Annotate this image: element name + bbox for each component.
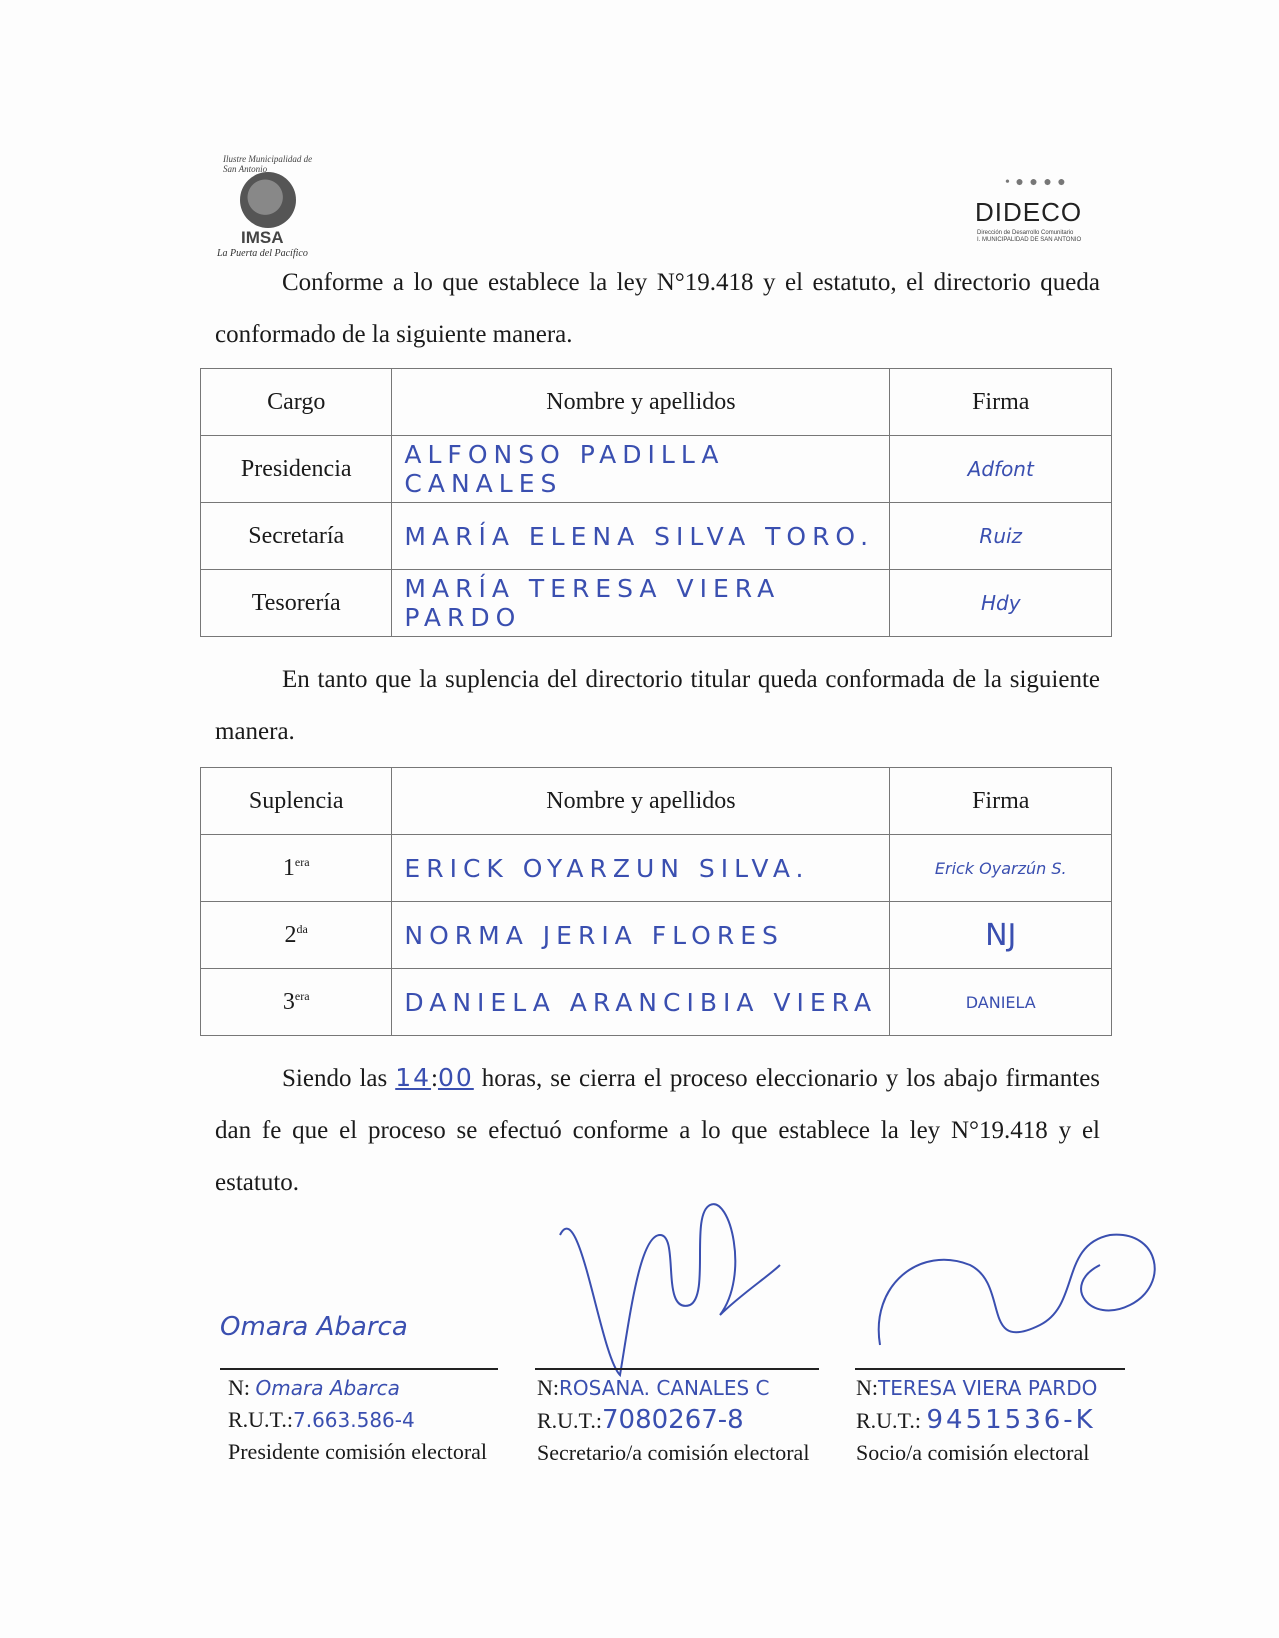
header-nombre: Nombre y apellidos xyxy=(392,369,890,436)
firma-cell: Ruiz xyxy=(890,503,1112,570)
signatory-presidente-details xyxy=(228,1372,487,1468)
dideco-name: DIDECO xyxy=(975,197,1083,227)
firma-cell: DANIELA xyxy=(890,969,1112,1036)
signature-socio-flourish xyxy=(860,1225,1180,1385)
imsa-logo xyxy=(215,150,325,260)
table-row xyxy=(201,570,1112,637)
closing-minutes: 00 xyxy=(437,1063,474,1092)
table-row xyxy=(201,436,1112,503)
suplencia-paragraph: En tanto que la suplencia del directorio titular queda conformada de la siguiente manera. xyxy=(215,666,1100,745)
name-label: N: xyxy=(537,1375,559,1400)
signatory-socio-details xyxy=(856,1372,1097,1469)
rut-value: 7080267-8 xyxy=(601,1405,744,1435)
firma-cell: Hdy xyxy=(890,570,1112,637)
dideco-subtitle-line1: Dirección de Desarrollo Comunitario xyxy=(977,230,1074,236)
role-label: Presidente comisión electoral xyxy=(228,1439,488,1464)
name-value: ROSANA. CANALES C xyxy=(559,1376,770,1400)
suplencia-number-cell xyxy=(201,902,392,969)
suplencia-table xyxy=(200,767,1112,1036)
header-firma: Firma xyxy=(890,369,1112,436)
nombre-cell: NORMA JERIA FLORES xyxy=(392,902,890,969)
suplencia-number: 2 xyxy=(284,921,297,948)
signatory-secretario-details xyxy=(537,1372,809,1469)
rut-label: R.U.T.: xyxy=(537,1408,602,1433)
signatory-presidente xyxy=(220,1310,408,1344)
directorio-table xyxy=(200,368,1112,637)
rut-label: R.U.T.: xyxy=(856,1408,921,1433)
intro-paragraph: Conforme a lo que establece la ley N°19.418 y el estatuto, el directorio queda conformado de la siguiente manera. xyxy=(215,269,1100,348)
imsa-tagline: La Puerta del Pacífico xyxy=(217,248,308,259)
header-cargo: Cargo xyxy=(201,369,392,436)
firma-cell: Adfont xyxy=(890,436,1112,503)
rut-value: 7.663.586-4 xyxy=(292,1408,415,1432)
rut-line xyxy=(856,1404,1097,1437)
table-row xyxy=(201,503,1112,570)
rut-label: R.U.T.: xyxy=(228,1407,293,1432)
name-line xyxy=(228,1372,487,1404)
name-value: TERESA VIERA PARDO xyxy=(878,1376,1098,1400)
cargo-cell: Presidencia xyxy=(201,436,392,503)
suplencia-number: 3 xyxy=(282,988,295,1015)
suplencia-number-cell xyxy=(201,969,392,1036)
table-header-row xyxy=(201,369,1112,436)
suplencia-ordinal: era xyxy=(294,854,310,869)
rut-line xyxy=(228,1404,487,1436)
dideco-subtitle xyxy=(977,230,1081,244)
signature-secretario-flourish xyxy=(540,1175,790,1405)
imsa-name: IMSA xyxy=(241,228,284,247)
signatory-secretario xyxy=(535,1310,591,1344)
imsa-emblem-icon xyxy=(240,172,296,228)
table-row xyxy=(201,902,1112,969)
closing-before: Siendo las xyxy=(282,1065,388,1092)
header-suplencia: Suplencia xyxy=(201,768,392,835)
suplencia-number: 1 xyxy=(282,854,295,881)
rut-line xyxy=(537,1404,809,1437)
signatory-socio xyxy=(855,1310,960,1344)
dideco-subtitle-line2: I. MUNICIPALIDAD DE SAN ANTONIO xyxy=(977,237,1082,243)
table-row xyxy=(201,835,1112,902)
suplencia-ordinal: da xyxy=(296,921,308,936)
suplencia-number-cell xyxy=(201,835,392,902)
imsa-arc-text: Ilustre Municipalidad de San Antonio xyxy=(223,154,313,174)
name-line xyxy=(856,1372,1097,1404)
rut-value: 9451536-K xyxy=(926,1405,1096,1435)
firma-cell: Erick Oyarzún S. xyxy=(890,835,1112,902)
nombre-cell: DANIELA ARANCIBIA VIERA xyxy=(392,969,890,1036)
name-value: Omara Abarca xyxy=(255,1376,400,1400)
signature-presidente: Omara Abarca xyxy=(220,1312,408,1342)
cargo-cell: Tesorería xyxy=(201,570,392,637)
suplencia-ordinal: era xyxy=(294,988,310,1003)
name-label: N: xyxy=(228,1375,250,1400)
role-label: Secretario/a comisión electoral xyxy=(537,1440,810,1465)
name-line xyxy=(537,1372,809,1404)
dideco-logo xyxy=(975,175,1095,255)
nombre-cell: MARÍA ELENA SILVA TORO. xyxy=(392,503,890,570)
closing-paragraph: Siendo las 14:00 horas, se cierra el proceso eleccionario y los abajo firmantes dan fe que el proceso se efectuó conforme a lo que establece la ley N°19.418 y el estatuto. xyxy=(215,1063,1101,1196)
closing-after: horas, se cierra el proceso eleccionario y los abajo firmantes dan fe que el proceso se efectuó conforme a lo que establece la ley N°19.418 y el estatuto. xyxy=(215,1065,1101,1196)
header-nombre: Nombre y apellidos xyxy=(392,768,890,835)
dideco-dots-icon: • ● ● ● ● xyxy=(1005,175,1067,190)
table-header-row xyxy=(201,768,1112,835)
nombre-cell: ALFONSO PADILLA CANALES xyxy=(392,436,890,503)
table-row xyxy=(201,969,1112,1036)
signature-line-socio xyxy=(855,1368,1125,1370)
nombre-cell: MARÍA TERESA VIERA PARDO xyxy=(392,570,890,637)
signature-line-presidente xyxy=(220,1368,498,1370)
name-label: N: xyxy=(856,1375,878,1400)
header-firma: Firma xyxy=(890,768,1112,835)
signature-line-secretario xyxy=(535,1368,819,1370)
nombre-cell: ERICK OYARZUN SILVA. xyxy=(392,835,890,902)
role-label: Socio/a comisión electoral xyxy=(856,1440,1090,1465)
closing-hour: 14 xyxy=(395,1063,432,1092)
firma-cell: NJ xyxy=(890,902,1112,969)
cargo-cell: Secretaría xyxy=(201,503,392,570)
